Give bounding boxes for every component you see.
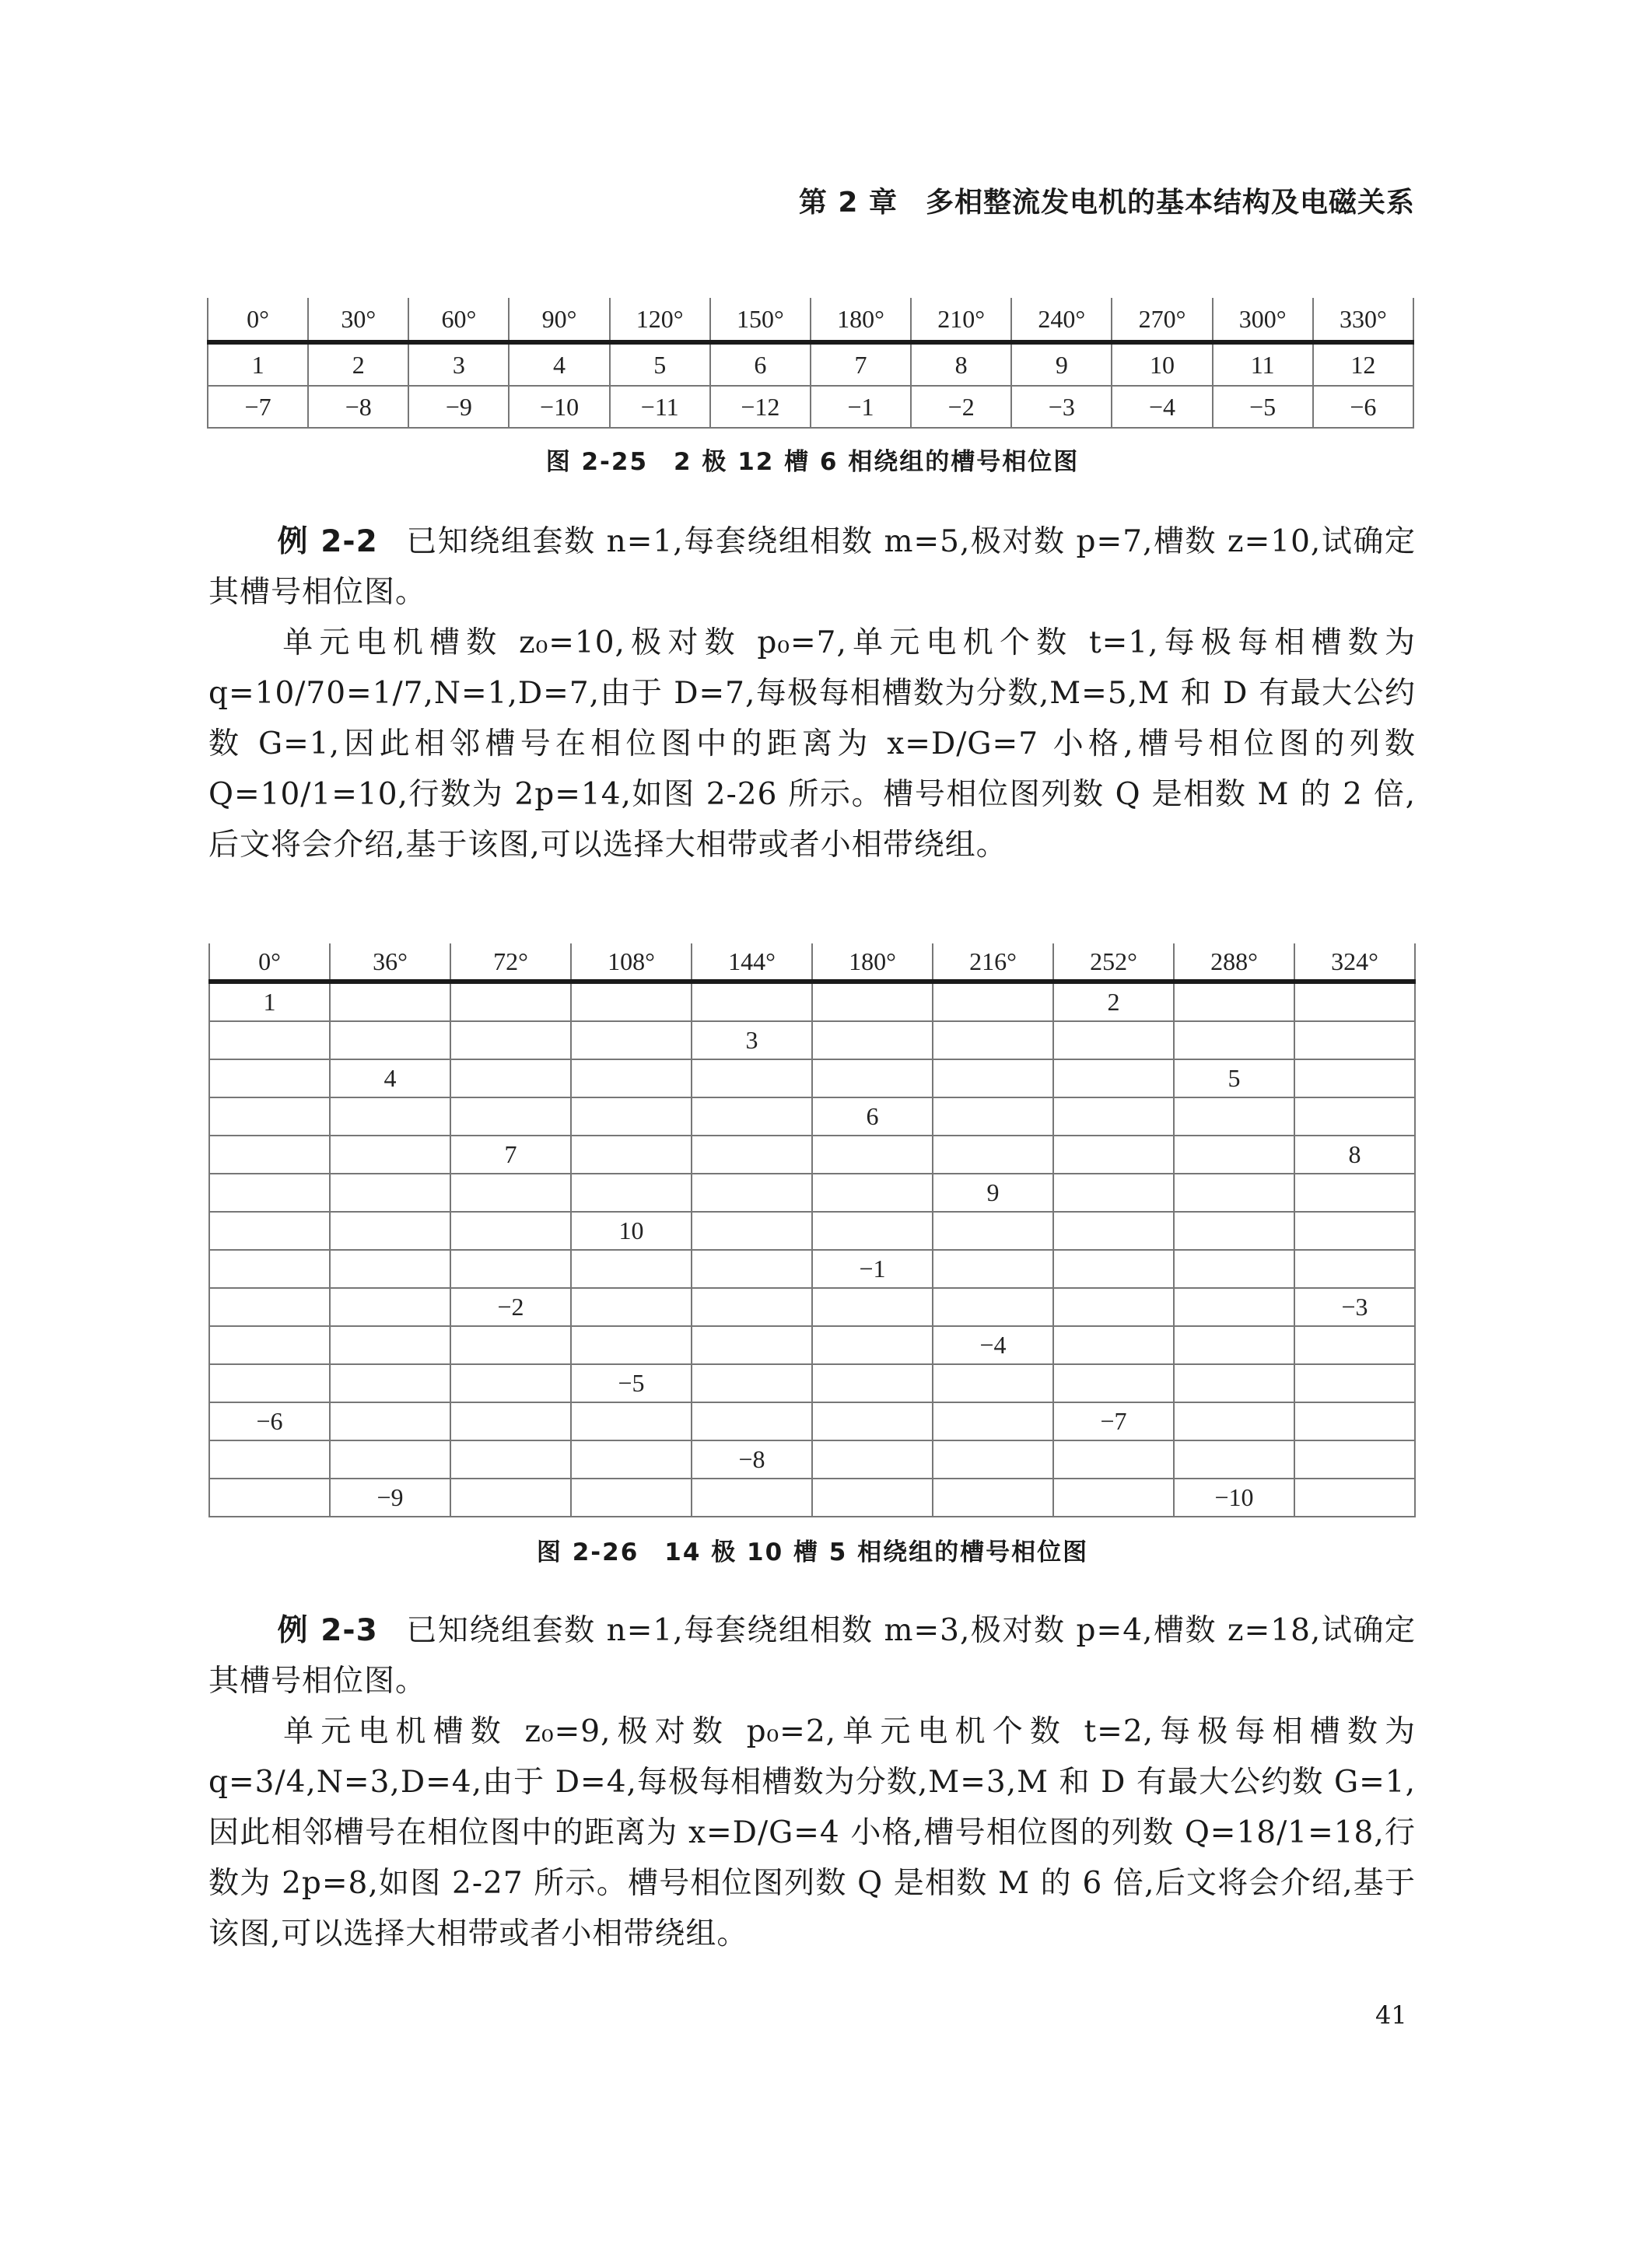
slot-cell: [209, 1136, 330, 1174]
slot-cell: [1174, 1326, 1294, 1364]
slot-cell: 8: [1294, 1136, 1415, 1174]
slot-cell: −10: [509, 386, 609, 428]
slot-cell: 12: [1313, 342, 1413, 386]
angle-header: 216°: [933, 943, 1053, 982]
angle-header: 180°: [811, 298, 911, 342]
slot-cell: [692, 982, 812, 1021]
table-row: [209, 1136, 1415, 1174]
slot-cell: [330, 982, 450, 1021]
angle-header: 252°: [1053, 943, 1174, 982]
slot-cell: [571, 1326, 692, 1364]
slot-cell: −7: [1053, 1402, 1174, 1440]
slot-cell: 1: [209, 982, 330, 1021]
slot-cell: [933, 1097, 1053, 1136]
slot-cell: −8: [308, 386, 408, 428]
slot-cell: [1174, 1402, 1294, 1440]
slot-cell: 10: [571, 1212, 692, 1250]
angle-header: 270°: [1112, 298, 1212, 342]
answer-text: 单元电机槽数 z₀=10,极对数 p₀=7,单元电机个数 t=1,每极每相槽数为 q=10/70=1/7,N=1,D=7,由于 D=7,每极每相槽数为分数,M=5,M 和 D 有最大公约数 G=1,因此相邻槽号在相位图中的距离为 x=D/G=7 小格,槽号相位图的列数 Q=10/1=10,行数为 2p=14,如图 2-26 所示。槽号相位图列数 Q 是相数 M 的 2 倍,后文将会介绍,基于该图,可以选择大相带或者小相带绕组。: [208, 625, 1416, 863]
slot-cell: [330, 1402, 450, 1440]
slot-cell: −7: [208, 386, 308, 428]
slot-cell: [812, 1402, 933, 1440]
slot-cell: [330, 1250, 450, 1288]
slot-cell: [1294, 1326, 1415, 1364]
slot-cell: −6: [1313, 386, 1413, 428]
slot-cell: 1: [208, 342, 308, 386]
figure-caption-2-25: 图 2-25 2 极 12 槽 6 相绕组的槽号相位图: [545, 448, 1080, 476]
running-header: [799, 180, 1415, 220]
slot-cell: [450, 1440, 571, 1479]
slot-cell: [209, 1212, 330, 1250]
table-header-row: [209, 943, 1415, 982]
slot-cell: [571, 982, 692, 1021]
slot-cell: [692, 1326, 812, 1364]
slot-cell: [692, 1288, 812, 1326]
table-row: [208, 342, 1413, 386]
table-row: [209, 1021, 1415, 1059]
table-row: [208, 386, 1413, 428]
slot-cell: [450, 1174, 571, 1212]
slot-cell: [933, 1059, 1053, 1097]
slot-cell: [1174, 1364, 1294, 1402]
slot-cell: −9: [330, 1479, 450, 1517]
slot-cell: [571, 1136, 692, 1174]
slot-cell: [692, 1097, 812, 1136]
slot-cell: [209, 1364, 330, 1402]
slot-cell: [933, 1479, 1053, 1517]
slot-cell: [571, 1402, 692, 1440]
angle-header: 144°: [692, 943, 812, 982]
slot-cell: [692, 1250, 812, 1288]
angle-header: 36°: [330, 943, 450, 982]
slot-cell: [812, 1136, 933, 1174]
angle-header: 0°: [209, 943, 330, 982]
slot-cell: 8: [911, 342, 1011, 386]
slot-cell: [1294, 1250, 1415, 1288]
answer-text: 单元电机槽数 z₀=9,极对数 p₀=2,单元电机个数 t=2,每极每相槽数为 q=3/4,N=3,D=4,由于 D=4,每极每相槽数为分数,M=3,M 和 D 有最大公约数 G=1,因此相邻槽号在相位图中的距离为 x=D/G=4 小格,槽号相位图的列数 Q=18/1=18,行数为 2p=8,如图 2-27 所示。槽号相位图列数 Q 是相数 M 的 6 倍,后文将会介绍,基于该图,可以选择大相带或者小相带绕组。: [208, 1714, 1416, 1951]
slot-cell: [209, 1326, 330, 1364]
slot-cell: [450, 982, 571, 1021]
slot-cell: [450, 1250, 571, 1288]
slot-cell: [1294, 1021, 1415, 1059]
slot-cell: [1294, 1097, 1415, 1136]
angle-header: 180°: [812, 943, 933, 982]
slot-cell: −4: [933, 1326, 1053, 1364]
angle-header: 108°: [571, 943, 692, 982]
slot-cell: −10: [1174, 1479, 1294, 1517]
slot-cell: [571, 1250, 692, 1288]
slot-cell: [330, 1326, 450, 1364]
table-row: [209, 1059, 1415, 1097]
slot-cell: [1053, 1288, 1174, 1326]
slot-cell: −2: [911, 386, 1011, 428]
slot-cell: [1053, 1097, 1174, 1136]
slot-cell: [1053, 1212, 1174, 1250]
slot-phase-table-2-25: [207, 298, 1414, 429]
slot-cell: [1053, 1364, 1174, 1402]
example-2-3-answer: [208, 1706, 1416, 1959]
slot-cell: [450, 1326, 571, 1364]
slot-cell: [812, 1440, 933, 1479]
slot-cell: [1294, 1402, 1415, 1440]
slot-cell: −9: [408, 386, 509, 428]
angle-header: 72°: [450, 943, 571, 982]
slot-cell: [450, 1097, 571, 1136]
slot-cell: [1294, 982, 1415, 1021]
table-row: [209, 1364, 1415, 1402]
slot-cell: −1: [811, 386, 911, 428]
slot-cell: [933, 1440, 1053, 1479]
slot-cell: [330, 1021, 450, 1059]
angle-header: 0°: [208, 298, 308, 342]
slot-cell: [1174, 1250, 1294, 1288]
slot-cell: 10: [1112, 342, 1212, 386]
slot-cell: [1053, 1021, 1174, 1059]
slot-cell: [450, 1479, 571, 1517]
slot-cell: [1053, 1479, 1174, 1517]
slot-cell: 4: [330, 1059, 450, 1097]
slot-cell: −11: [610, 386, 710, 428]
slot-cell: 4: [509, 342, 609, 386]
slot-cell: [209, 1021, 330, 1059]
slot-cell: [1053, 1250, 1174, 1288]
slot-cell: [1053, 1136, 1174, 1174]
example-text: 已知绕组套数 n=1,每套绕组相数 m=3,极对数 p=4,槽数 z=18,试确定其槽号相位图。: [208, 1613, 1416, 1699]
slot-cell: −4: [1112, 386, 1212, 428]
example-label: 例 2-3: [277, 1613, 378, 1648]
slot-cell: [1053, 1440, 1174, 1479]
example-2-2-answer: [208, 618, 1416, 870]
slot-cell: −3: [1011, 386, 1112, 428]
slot-phase-table-2-26: [208, 943, 1416, 1517]
slot-cell: [692, 1059, 812, 1097]
slot-cell: 11: [1213, 342, 1313, 386]
slot-cell: [330, 1288, 450, 1326]
slot-cell: [209, 1097, 330, 1136]
slot-cell: [330, 1097, 450, 1136]
slot-cell: [812, 1174, 933, 1212]
slot-cell: [1174, 1212, 1294, 1250]
angle-header: 60°: [408, 298, 509, 342]
slot-cell: [450, 1364, 571, 1402]
table-row: [209, 1212, 1415, 1250]
slot-cell: −6: [209, 1402, 330, 1440]
slot-cell: [1294, 1174, 1415, 1212]
slot-cell: [933, 982, 1053, 1021]
table-row: [209, 1402, 1415, 1440]
table-row: [209, 1097, 1415, 1136]
slot-cell: [209, 1059, 330, 1097]
slot-cell: 6: [812, 1097, 933, 1136]
slot-cell: [812, 1364, 933, 1402]
slot-cell: [1174, 1136, 1294, 1174]
angle-header: 210°: [911, 298, 1011, 342]
slot-cell: [812, 1288, 933, 1326]
slot-cell: [450, 1212, 571, 1250]
slot-cell: [1053, 1326, 1174, 1364]
angle-header: 288°: [1174, 943, 1294, 982]
slot-cell: 3: [408, 342, 509, 386]
slot-cell: [1174, 1440, 1294, 1479]
slot-cell: [450, 1021, 571, 1059]
slot-cell: [450, 1402, 571, 1440]
chapter-title: 多相整流发电机的基本结构及电磁关系: [925, 187, 1415, 219]
slot-cell: [571, 1021, 692, 1059]
slot-cell: [1174, 1021, 1294, 1059]
slot-cell: [812, 1326, 933, 1364]
slot-cell: [330, 1136, 450, 1174]
slot-cell: [933, 1402, 1053, 1440]
slot-cell: [209, 1479, 330, 1517]
slot-cell: −8: [692, 1440, 812, 1479]
slot-cell: [1294, 1440, 1415, 1479]
slot-cell: [209, 1250, 330, 1288]
table-row: [209, 1440, 1415, 1479]
slot-cell: [692, 1479, 812, 1517]
table-row: [209, 982, 1415, 1021]
table-header-row: [208, 298, 1413, 342]
slot-cell: 5: [610, 342, 710, 386]
table-row: [209, 1288, 1415, 1326]
slot-cell: [571, 1479, 692, 1517]
slot-cell: [812, 1479, 933, 1517]
slot-cell: [692, 1174, 812, 1212]
slot-cell: 2: [308, 342, 408, 386]
slot-cell: 5: [1174, 1059, 1294, 1097]
table-row: [209, 1479, 1415, 1517]
slot-cell: 2: [1053, 982, 1174, 1021]
slot-cell: 6: [710, 342, 811, 386]
slot-cell: [692, 1136, 812, 1174]
slot-cell: [812, 1212, 933, 1250]
angle-header: 30°: [308, 298, 408, 342]
slot-cell: [1174, 1288, 1294, 1326]
slot-cell: [330, 1364, 450, 1402]
slot-cell: [571, 1288, 692, 1326]
slot-cell: [692, 1364, 812, 1402]
example-label: 例 2-2: [277, 524, 378, 559]
slot-cell: −12: [710, 386, 811, 428]
slot-cell: [1294, 1479, 1415, 1517]
slot-cell: 9: [933, 1174, 1053, 1212]
page-number: 41: [1375, 2000, 1407, 2030]
slot-cell: [571, 1440, 692, 1479]
slot-cell: [1294, 1364, 1415, 1402]
slot-cell: [933, 1021, 1053, 1059]
angle-header: 90°: [509, 298, 609, 342]
slot-cell: [933, 1364, 1053, 1402]
slot-cell: [692, 1212, 812, 1250]
angle-header: 240°: [1011, 298, 1112, 342]
slot-cell: −3: [1294, 1288, 1415, 1326]
table-row: [209, 1250, 1415, 1288]
slot-cell: [1174, 1174, 1294, 1212]
angle-header: 330°: [1313, 298, 1413, 342]
slot-cell: −1: [812, 1250, 933, 1288]
slot-cell: [450, 1059, 571, 1097]
slot-cell: [330, 1440, 450, 1479]
slot-cell: [692, 1402, 812, 1440]
angle-header: 120°: [610, 298, 710, 342]
slot-cell: [330, 1212, 450, 1250]
slot-cell: [1174, 982, 1294, 1021]
chapter-number: 第 2 章: [798, 187, 898, 219]
slot-cell: [1294, 1212, 1415, 1250]
slot-cell: [571, 1059, 692, 1097]
slot-cell: [812, 982, 933, 1021]
slot-cell: [209, 1174, 330, 1212]
example-text: 已知绕组套数 n=1,每套绕组相数 m=5,极对数 p=7,槽数 z=10,试确定其槽号相位图。: [208, 524, 1416, 610]
slot-cell: [209, 1288, 330, 1326]
angle-header: 150°: [710, 298, 811, 342]
slot-cell: [330, 1174, 450, 1212]
slot-cell: [209, 1440, 330, 1479]
slot-cell: [1053, 1059, 1174, 1097]
slot-cell: 9: [1011, 342, 1112, 386]
slot-cell: [933, 1288, 1053, 1326]
slot-cell: [933, 1136, 1053, 1174]
slot-cell: [571, 1174, 692, 1212]
slot-cell: 3: [692, 1021, 812, 1059]
slot-cell: 7: [811, 342, 911, 386]
table-row: [209, 1174, 1415, 1212]
table-body: [209, 943, 1415, 1517]
slot-cell: [1294, 1059, 1415, 1097]
slot-cell: [571, 1097, 692, 1136]
slot-cell: −5: [571, 1364, 692, 1402]
slot-cell: [933, 1212, 1053, 1250]
angle-header: 300°: [1213, 298, 1313, 342]
example-2-2-question: [208, 516, 1416, 618]
slot-cell: [812, 1059, 933, 1097]
table-row: [209, 1326, 1415, 1364]
figure-caption-2-26: 图 2-26 14 极 10 槽 5 相绕组的槽号相位图: [536, 1538, 1089, 1566]
slot-cell: 7: [450, 1136, 571, 1174]
slot-cell: [812, 1021, 933, 1059]
slot-cell: [1053, 1174, 1174, 1212]
slot-cell: −5: [1213, 386, 1313, 428]
angle-header: 324°: [1294, 943, 1415, 982]
slot-cell: −2: [450, 1288, 571, 1326]
example-2-3-question: [208, 1605, 1416, 1706]
slot-cell: [933, 1250, 1053, 1288]
slot-cell: [1174, 1097, 1294, 1136]
